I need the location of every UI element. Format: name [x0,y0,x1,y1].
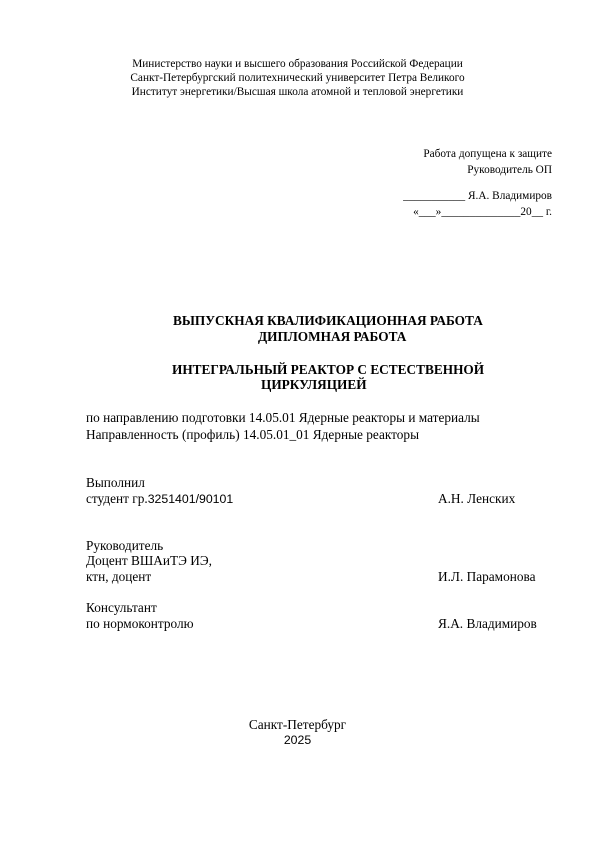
consultant-label: Консультант [86,600,157,615]
approval-head: Руководитель ОП [467,164,552,176]
direction-line: по направлению подготовки 14.05.01 Ядерные реакторы и материалы [86,410,480,425]
topic-line-2: ЦИРКУЛЯЦИЕЙ [261,377,367,392]
year: 2025 [283,733,312,747]
ministry-line: Министерство науки и высшего образования Российской Федерации [132,58,463,70]
supervisor-label: Руководитель [86,538,164,553]
work-subtype: ДИПЛОМНАЯ РАБОТА [258,329,407,344]
group-number: 3251401/90101 [147,492,234,506]
consultant-role: по нормоконтролю [86,616,194,631]
institute-line: Институт энергетики/Высшая школа атомной и тепловой энергетики [131,86,464,98]
approval-date: «___»______________20__ г. [413,206,552,218]
approval-admitted: Работа допущена к защите [423,148,552,160]
student-prefix: студент гр. [86,491,148,506]
supervisor-name: И.Л. Парамонова [438,569,536,584]
profile-line: Направленность (профиль) 14.05.01_01 Ядерные реакторы [86,427,420,442]
supervisor-degree: ктн, доцент [86,569,152,584]
work-type: ВЫПУСКНАЯ КВАЛИФИКАЦИОННАЯ РАБОТА [173,313,483,328]
university-line: Санкт-Петербургский политехнический университет Петра Великого [130,72,465,84]
approval-signature: ___________ Я.А. Владимиров [403,190,552,202]
supervisor-position: Доцент ВШАиТЭ ИЭ, [86,553,212,568]
student-group [86,490,233,508]
performer-name: А.Н. Ленских [438,491,516,506]
performer-label: Выполнил [86,475,145,490]
topic-line-1: ИНТЕГРАЛЬНЫЙ РЕАКТОР С ЕСТЕСТВЕННОЙ [172,362,485,377]
city: Санкт-Петербург [248,717,347,732]
consultant-name: Я.А. Владимиров [438,616,537,631]
